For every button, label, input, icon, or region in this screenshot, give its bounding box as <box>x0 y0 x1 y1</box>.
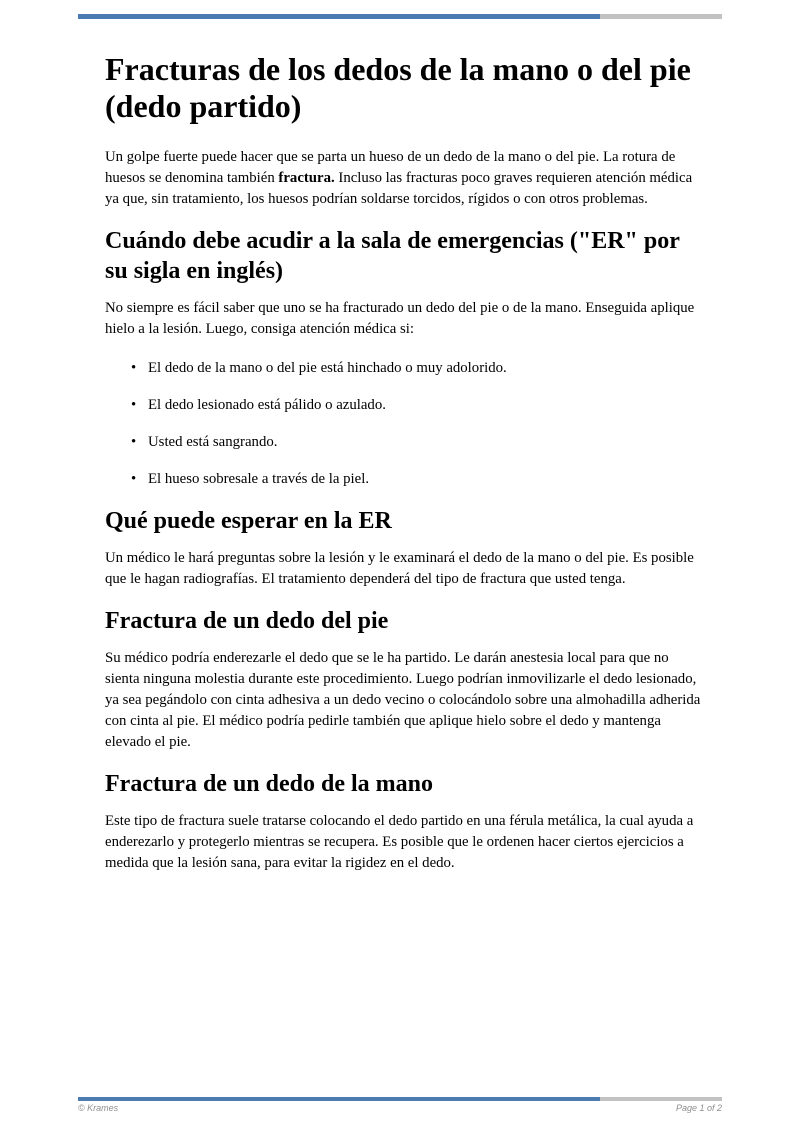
document-body <box>105 51 705 890</box>
top-divider-gray-segment <box>600 14 722 19</box>
list-item: • El dedo de la mano o del pie está hinchado o muy adolorido. <box>148 358 705 379</box>
section-heading: Qué puede esperar en la ER <box>105 508 392 534</box>
top-divider-bar <box>78 14 722 19</box>
top-divider-blue-segment <box>78 14 600 19</box>
section-paragraph: Este tipo de fractura suele tratarse colocando el dedo partido en una férula metálica, la cual ayuda a enderezarlo y protegerlo mientras se recupera. Es posible que le ordenen hacer ciertos ejercicios a medida que la lesión sana, para evitar la rigidez en el dedo. <box>105 813 694 871</box>
footer-divider-bar <box>78 1097 722 1101</box>
section-when-to-go-to-er <box>105 226 705 490</box>
section-heading: Fractura de un dedo del pie <box>105 608 389 634</box>
section-what-to-expect <box>105 506 705 590</box>
intro-text-after-bold: Incluso las fracturas poco graves requieren atención médica ya que, sin tratamiento, los huesos podrían soldarse torcidos, rígidos o con otros problemas. <box>105 170 693 207</box>
section-finger-fracture <box>105 769 705 874</box>
section-paragraph: No siempre es fácil saber que uno se ha fracturado un dedo del pie o de la mano. Enseguida aplique hielo a la lesión. Luego, consiga atención médica si: <box>105 300 695 337</box>
footer-divider-gray-segment <box>600 1097 722 1101</box>
section-heading: Fractura de un dedo de la mano <box>105 771 434 797</box>
section-paragraph: Su médico podría enderezarle el dedo que se le ha partido. Le darán anestesia local para que no sienta ninguna molestia durante este procedimiento. Luego podrían inmovilizarle el dedo lesionado, ya sea pegándolo con cinta adhesiva a un dedo vecino o colocándolo sobre una almohadilla adherida con cinta al pie. El médico podría pedirle también que aplique hielo sobre el dedo y mantenga elevado el pie. <box>105 650 701 750</box>
list-item: • El dedo lesionado está pálido o azulado. <box>148 395 705 416</box>
intro-bold-term: fractura. <box>278 170 335 186</box>
page-title: Fracturas de los dedos de la mano o del pie (dedo partido) <box>105 51 691 124</box>
list-item: • Usted está sangrando. <box>148 432 705 453</box>
intro-text-before-bold: Un golpe fuerte puede hacer que se parta un hueso de un dedo de la mano o del pie. La rotura de huesos se denomina también <box>105 149 676 186</box>
section-heading: Cuándo debe acudir a la sala de emergencias ("ER" por su sigla en inglés) <box>105 228 680 284</box>
page-footer <box>78 1103 722 1113</box>
intro-paragraph <box>105 147 705 210</box>
copyright-text: © Krames <box>78 1103 119 1113</box>
footer-divider-blue-segment <box>78 1097 600 1101</box>
section-toe-fracture <box>105 606 705 753</box>
section-paragraph: Un médico le hará preguntas sobre la lesión y le examinará el dedo de la mano o del pie. Es posible que le hagan radiografías. El tratamiento dependerá del tipo de fractura que usted tenga. <box>105 550 694 587</box>
page-number-label: Page 1 of 2 <box>675 1103 722 1113</box>
list-item: • El hueso sobresale a través de la piel. <box>148 469 705 490</box>
symptom-bullet-list <box>105 356 705 490</box>
